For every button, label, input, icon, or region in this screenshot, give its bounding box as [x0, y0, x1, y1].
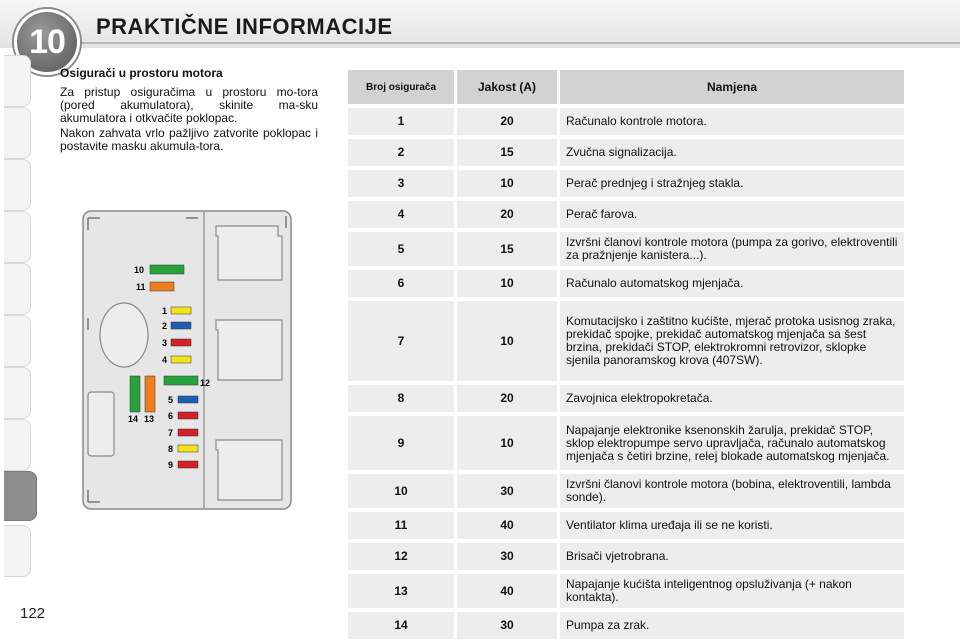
table-row	[348, 543, 904, 570]
fuse-label-6: 6	[168, 411, 174, 421]
fuse-label-7: 7	[168, 428, 174, 438]
fuse-label-14: 14	[128, 414, 139, 424]
closing-paragraph: Nakon zahvata vrlo pažljivo zatvorite poklopac i postavite masku akumula-tora.	[60, 126, 318, 153]
fuse-number-cell: 2	[348, 139, 457, 166]
amperage-cell: 10	[457, 270, 560, 297]
amperage-cell: 30	[457, 543, 560, 570]
left-slot	[88, 392, 114, 456]
chapter-tab[interactable]	[4, 55, 31, 107]
fuse-number-cell: 9	[348, 416, 457, 470]
fuse-10	[150, 265, 184, 274]
chapter-tab[interactable]	[4, 419, 31, 471]
fuse-number-cell: 1	[348, 108, 457, 135]
fuse-number-cell: 4	[348, 201, 457, 228]
purpose-cell: Perač farova.	[560, 201, 904, 228]
fuse-14	[130, 376, 140, 412]
table-row	[348, 474, 904, 508]
purpose-cell: Izvršni članovi kontrole motora (pumpa za gorivo, elektroventili za pražnjenje kanistera...).	[560, 232, 904, 266]
amperage-cell: 30	[457, 474, 560, 508]
fuse-number-cell: 12	[348, 543, 457, 570]
fuse-6	[178, 412, 198, 419]
amperage-cell: 40	[457, 574, 560, 608]
fuse-2	[171, 322, 191, 329]
header-divider	[60, 42, 960, 44]
fuse-label-5: 5	[168, 395, 174, 405]
fuse-9	[178, 461, 198, 468]
chapter-tab[interactable]	[4, 315, 31, 367]
intro-paragraph: Za pristup osiguračima u prostoru mo-tora (pored akumulatora), skinite ma-sku akumulatora i otkvačite poklopac.	[60, 85, 318, 125]
fuse-number-cell: 5	[348, 232, 457, 266]
table-row	[348, 270, 904, 297]
chapter-tab[interactable]	[4, 367, 31, 419]
fuse-label-11: 11	[136, 282, 146, 292]
amperage-cell: 10	[457, 416, 560, 470]
amperage-cell: 20	[457, 385, 560, 412]
page-title: PRAKTIČNE INFORMACIJE	[96, 14, 393, 39]
chapter-tab[interactable]	[4, 107, 31, 159]
fuse-number-cell: 3	[348, 170, 457, 197]
fuse-label-8: 8	[168, 444, 174, 454]
table-row	[348, 385, 904, 412]
fuse-number-cell: 11	[348, 512, 457, 539]
fuse-label-2: 2	[162, 321, 168, 331]
battery-post-cutout	[100, 303, 148, 367]
column-header-purpose: Namjena	[560, 70, 904, 104]
fuse-3	[171, 339, 191, 346]
relay-socket-3	[216, 440, 282, 500]
chapter-tab[interactable]	[4, 211, 31, 263]
amperage-cell: 20	[457, 108, 560, 135]
purpose-cell: Pumpa za zrak.	[560, 612, 904, 639]
table-row	[348, 170, 904, 197]
chapter-tabs	[0, 55, 40, 585]
table-row	[348, 108, 904, 135]
amperage-cell: 10	[457, 170, 560, 197]
chapter-tab[interactable]	[4, 263, 31, 315]
fuse-number-cell: 8	[348, 385, 457, 412]
page-number: 122	[20, 605, 46, 622]
table-row	[348, 201, 904, 228]
purpose-cell: Zavojnica elektropokretača.	[560, 385, 904, 412]
purpose-cell: Računalo kontrole motora.	[560, 108, 904, 135]
table-row	[348, 574, 904, 608]
chapter-badge: 10	[14, 9, 80, 75]
relay-socket-1	[216, 226, 282, 280]
fuse-label-12: 12	[200, 378, 211, 388]
fuse-11	[150, 282, 174, 291]
amperage-cell: 30	[457, 612, 560, 639]
purpose-cell: Komutacijsko i zaštitno kućište, mjerač protoka usisnog zraka, prekidač spojke, prekidač automatskog mjenjača sa šest brzina, prekidači STOP, elektrokromni retrovizor, sklopke sjenila panoramskog krova (407SW).	[560, 301, 904, 381]
section-title: Osigurači u prostoru motora	[60, 66, 223, 80]
column-header-fuse-number: Broj osigurača	[348, 70, 457, 104]
table-row	[348, 416, 904, 470]
purpose-cell: Računalo automatskog mjenjača.	[560, 270, 904, 297]
amperage-cell: 15	[457, 139, 560, 166]
purpose-cell: Zvučna signalizacija.	[560, 139, 904, 166]
table-header-row	[348, 70, 904, 104]
chapter-tab[interactable]	[4, 525, 31, 577]
purpose-cell: Napajanje kućišta inteligentnog opsluživanja (+ nakon kontakta).	[560, 574, 904, 608]
amperage-cell: 20	[457, 201, 560, 228]
table-row	[348, 512, 904, 539]
fuse-label-13: 13	[144, 414, 155, 424]
fuse-5	[178, 396, 198, 403]
fuse-label-1: 1	[162, 306, 168, 316]
table-row	[348, 301, 904, 381]
fuse-box-diagram	[82, 210, 292, 510]
fuse-number-cell: 7	[348, 301, 457, 381]
purpose-cell: Izvršni članovi kontrole motora (bobina, elektroventili, lambda sonde).	[560, 474, 904, 508]
fuse-number-cell: 13	[348, 574, 457, 608]
purpose-cell: Napajanje elektronike ksenonskih žarulja, prekidač STOP, sklop elektropumpe servo upravljača, računalo automatskog mjenjača s četiri brzine, relej blokade automatskog mjenjača.	[560, 416, 904, 470]
purpose-cell: Brisači vjetrobrana.	[560, 543, 904, 570]
amperage-cell: 40	[457, 512, 560, 539]
fuse-label-9: 9	[168, 460, 174, 470]
fuse-number-cell: 6	[348, 270, 457, 297]
fuse-8	[178, 445, 198, 452]
fuse-1	[171, 307, 191, 314]
fuse-4	[171, 356, 191, 363]
amperage-cell: 10	[457, 301, 560, 381]
purpose-cell: Ventilator klima uređaja ili se ne koristi.	[560, 512, 904, 539]
fuse-label-3: 3	[162, 338, 168, 348]
amperage-cell: 15	[457, 232, 560, 266]
fuse-12	[164, 376, 198, 385]
fuse-table	[348, 66, 904, 643]
relay-socket-2	[216, 320, 282, 380]
chapter-tab[interactable]	[4, 159, 31, 211]
fuse-label-10: 10	[134, 265, 145, 275]
purpose-cell: Perač prednjeg i stražnjeg stakla.	[560, 170, 904, 197]
fuse-13	[145, 376, 155, 412]
fuse-7	[178, 429, 198, 436]
chapter-tab-active[interactable]	[4, 471, 37, 521]
table-row	[348, 612, 904, 639]
column-header-amperage: Jakost (A)	[457, 70, 560, 104]
table-row	[348, 232, 904, 266]
table-row	[348, 139, 904, 166]
fuse-number-cell: 14	[348, 612, 457, 639]
fuse-number-cell: 10	[348, 474, 457, 508]
fuse-label-4: 4	[162, 355, 168, 365]
